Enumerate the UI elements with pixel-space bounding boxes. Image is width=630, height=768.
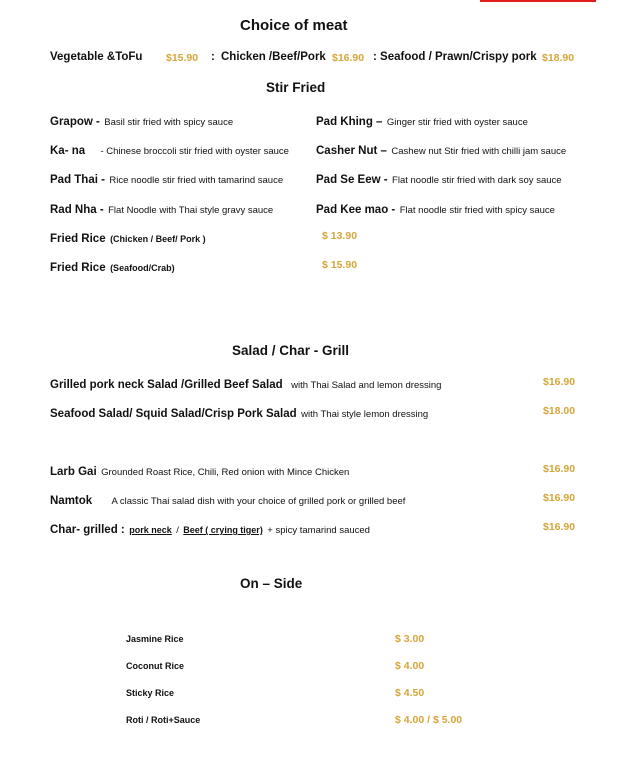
fried-rice-seafood-item <box>50 258 175 276</box>
salad-price: $16.90 <box>543 376 576 388</box>
item-desc: Cashew nut Stir fried with chilli jam sauce <box>391 146 567 157</box>
chicken-label: Chicken /Beef/Pork <box>221 51 326 63</box>
meat-separator: : <box>211 51 215 63</box>
salad-title: Salad / Char - Grill <box>232 343 350 358</box>
side-item-name: Jasmine Rice <box>126 634 184 644</box>
item-desc: Flat noodle stir fried with dark soy sauce <box>392 175 562 186</box>
item-name: Casher Nut – <box>316 145 387 157</box>
item-options: (Chicken / Beef/ Pork ) <box>110 234 206 244</box>
side-item-price: $ 4.00 <box>395 660 425 672</box>
item-name: Seafood Salad/ Squid Salad/Crisp Pork Salad <box>50 408 297 420</box>
side-item-name: Coconut Rice <box>126 661 185 671</box>
item-desc: with Thai style lemon dressing <box>301 409 429 420</box>
side-item-price: $ 4.50 <box>395 687 425 699</box>
salad-item <box>50 491 405 509</box>
salad-item <box>50 462 349 480</box>
item-desc: Ginger stir fried with oyster sauce <box>386 117 528 128</box>
menu-item <box>50 112 233 130</box>
char-separator: / <box>176 525 179 536</box>
menu-item <box>50 200 273 218</box>
char-option-beef: Beef ( crying tiger) <box>183 525 263 535</box>
item-desc: - Chinese broccoli stir fried with oyster sauce <box>100 146 289 157</box>
item-name: Pad Thai - <box>50 174 105 186</box>
item-name: Larb Gai <box>50 466 97 478</box>
side-item-price: $ 4.00 / $ 5.00 <box>395 714 463 726</box>
salad-price: $16.90 <box>543 463 576 475</box>
seafood-price: $18.90 <box>542 52 575 64</box>
menu-item <box>50 141 289 159</box>
meat-title: Choice of meat <box>240 17 348 34</box>
item-name: Fried Rice <box>50 262 106 274</box>
salad-item <box>50 404 428 422</box>
char-option-pork: pork neck <box>129 525 172 535</box>
item-desc: + spicy tamarind sauced <box>267 525 370 536</box>
char-grill-price: $16.90 <box>543 521 576 533</box>
item-options: (Seafood/Crab) <box>110 263 175 273</box>
top-accent-bar <box>480 0 596 2</box>
item-name: Grilled pork neck Salad /Grilled Beef Salad <box>50 379 283 391</box>
char-grill-item <box>50 520 370 538</box>
menu-item <box>316 200 555 218</box>
fried-rice-item <box>50 229 206 247</box>
menu-item <box>50 170 283 188</box>
side-item-name: Roti / Roti+Sauce <box>126 715 201 725</box>
side-title: On – Side <box>240 576 303 591</box>
salad-price: $18.00 <box>543 405 576 417</box>
stir-title: Stir Fried <box>266 80 326 95</box>
seafood-label: : Seafood / Prawn/Crispy pork <box>373 51 537 63</box>
salad-price: $16.90 <box>543 492 576 504</box>
item-desc: Rice noodle stir fried with tamarind sauce <box>109 175 284 186</box>
item-name: Char- grilled : <box>50 524 125 536</box>
side-item-name: Sticky Rice <box>126 688 175 698</box>
item-desc: Basil stir fried with spicy sauce <box>104 117 234 128</box>
item-name: Pad Khing – <box>316 116 383 128</box>
item-name: Rad Nha - <box>50 204 104 216</box>
item-desc: A classic Thai salad dish with your choice of grilled pork or grilled beef <box>111 496 406 507</box>
fried-rice-price: $ 13.90 <box>322 230 358 242</box>
item-name: Namtok <box>50 495 93 507</box>
veg-price: $15.90 <box>166 52 199 64</box>
item-name: Pad Kee mao - <box>316 204 396 216</box>
item-desc: Grounded Roast Rice, Chili, Red onion with Mince Chicken <box>101 467 350 478</box>
item-name: Pad Se Eew - <box>316 174 388 186</box>
item-name: Ka- na <box>50 145 86 157</box>
item-desc: Flat noodle stir fried with spicy sauce <box>399 205 555 216</box>
menu-item <box>316 112 528 130</box>
chicken-price: $16.90 <box>332 52 365 64</box>
item-name: Grapow - <box>50 116 100 128</box>
salad-item <box>50 375 441 393</box>
item-desc: with Thai Salad and lemon dressing <box>291 380 442 391</box>
fried-rice-seafood-price: $ 15.90 <box>322 259 358 271</box>
item-name: Fried Rice <box>50 233 106 245</box>
side-item-price: $ 3.00 <box>395 633 425 645</box>
menu-item <box>316 141 566 159</box>
menu-item <box>316 170 562 188</box>
item-desc: Flat Noodle with Thai style gravy sauce <box>108 205 274 216</box>
veg-label: Vegetable &ToFu <box>50 51 143 63</box>
